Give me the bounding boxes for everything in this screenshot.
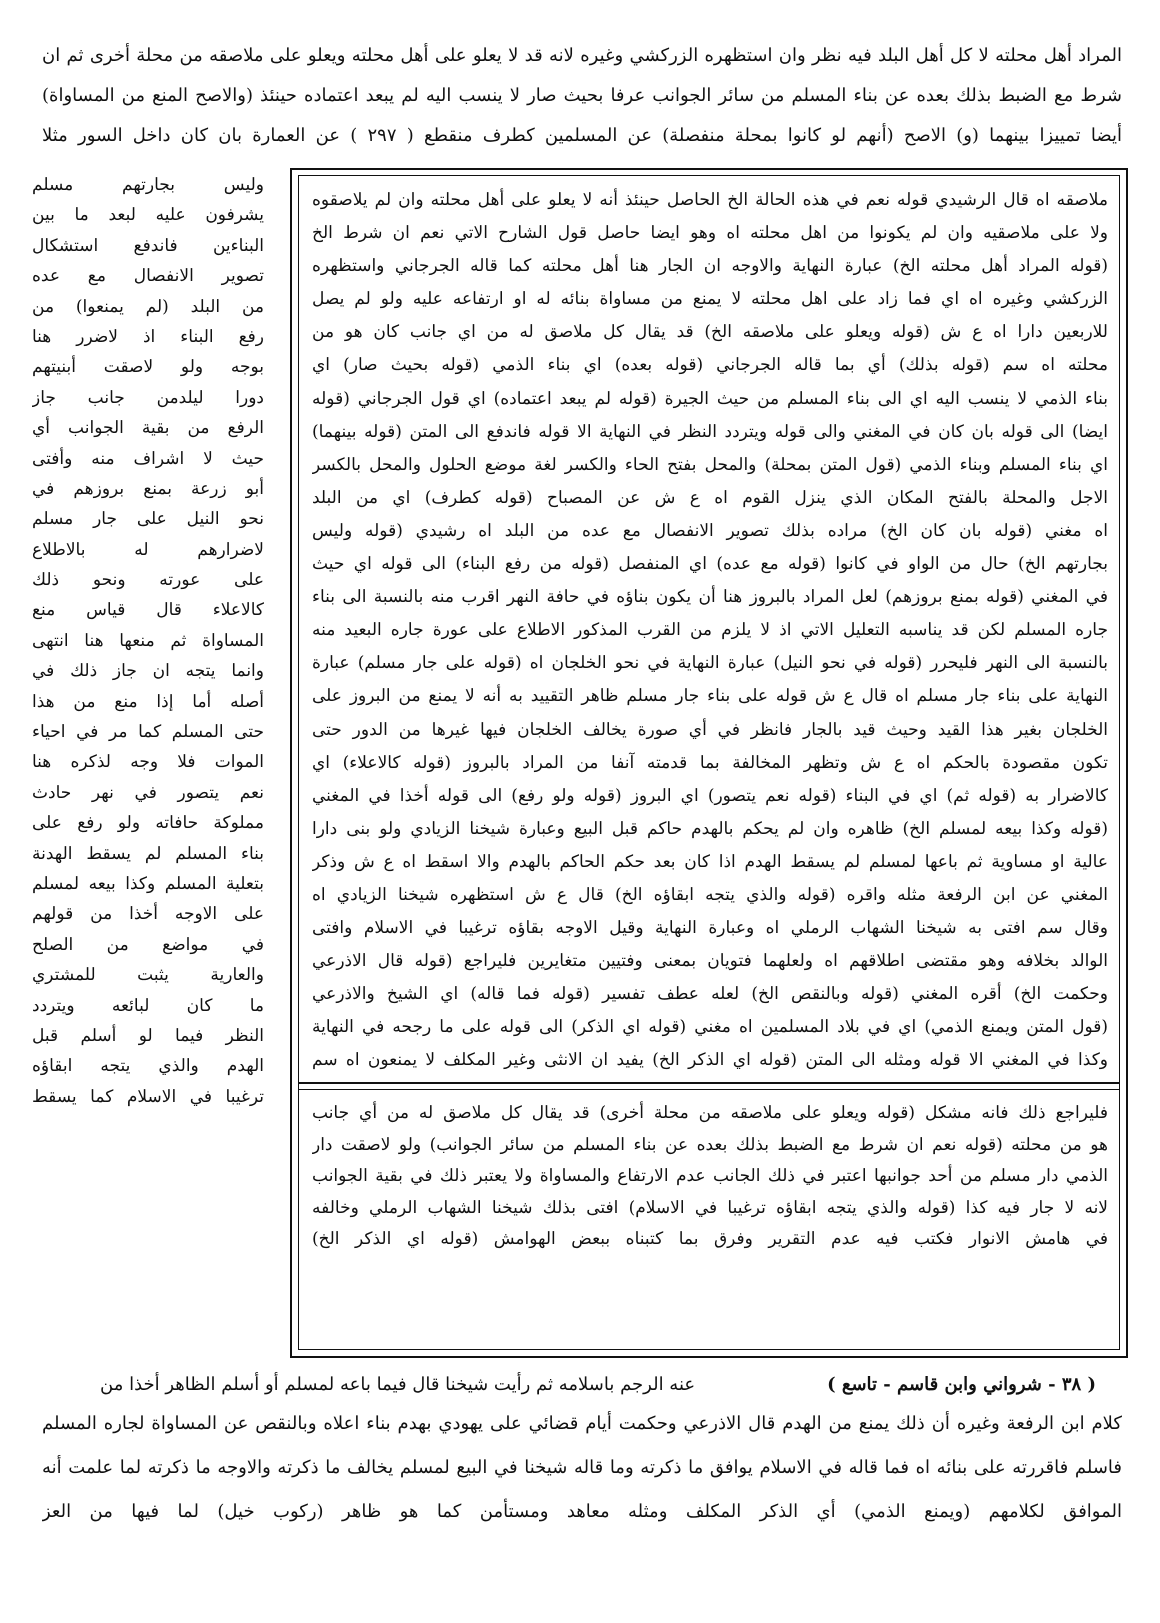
side-line: الهدم والذي يتجه ابقاؤه xyxy=(32,1056,264,1077)
top-line: المراد أهل محلته لا كل أهل البلد فيه نظر وان استظهره الزركشي وغيره لانه قد لا يعلو على أهل محلته ويعلو على ملاصقه من محلة أخرى ثم ان xyxy=(42,45,1122,66)
side-line: بوجه ولو لاصقت أبنيتهم xyxy=(32,357,264,378)
commentary-line: بالنسبة الى النهر فليحرر (قوله في نحو النيل) عبارة النهاية في نحو الخلجان اه (قوله على جار مسلم) عبارة xyxy=(312,653,1108,674)
commentary-line: النهاية على بناء جار مسلم اه قال ع ش قوله على بناء جار مسلم ظاهر التقييد به أنه لا يمنع من البروز على xyxy=(312,686,1108,707)
side-line: يشرفون عليه لبعد ما بين xyxy=(32,205,264,226)
section-divider xyxy=(298,1082,1120,1084)
side-line: على الاوجه أخذا من قولهم xyxy=(32,904,264,925)
signature-mark: ( ٣٨ - شرواني وابن قاسم - تاسع ) xyxy=(827,1374,1096,1395)
upper-commentary xyxy=(312,184,1108,1078)
commentary-line: الوالد بخلافه وهو مقتضى اطلاقهم اه ولعلهما فتويان بمعنى وفتيين متغايرين فليراجع (قوله قال الاذرعي xyxy=(312,951,1108,972)
commentary-line: للاربعين دارا اه ع ش (قوله ويعلو على ملاصقه الخ) قد يقال كل ملاصق له من اي جانب كان هو من xyxy=(312,322,1108,343)
bottom-line: الموافق لكلامهم (ويمنع الذمي) أي الذكر المكلف ومثله معاهد ومستأمن كما هو ظاهر (ركوب خيل) لما فيها من العز xyxy=(42,1501,1122,1522)
commentary-line: اه مغني (قوله بان كان الخ) مراده بذلك تصوير الانفصال مع عده من البلد اه رشيدي (قوله وليس xyxy=(312,520,1108,541)
side-line: كالاعلاء قال قياس منع xyxy=(32,600,264,621)
side-line: رفع البناء اذ لاضرر هنا xyxy=(32,326,264,347)
commentary-line: لانه لا جار فيه كذا (قوله والذي يتجه ابقاؤه ترغيبا في الاسلام) افتى بذلك شيخنا الشهاب الرملي وخالفه xyxy=(312,1197,1108,1218)
commentary-line: في هامش الانوار فكتب فيه عدم التقرير وفرق بما كتبناه ببعض الهوامش (قوله اي الذكر الخ) xyxy=(312,1229,1108,1250)
commentary-line: ايضا) الى قوله بان كان في المغني والى قوله ويتردد النظر في النهاية الا قوله فاندفع الى المتن (قوله بينهما) xyxy=(312,421,1108,442)
commentary-line: (قوله وكذا بيعه لمسلم الخ) ظاهره وان لم يحكم بالهدم حاكم قبل البيع وعبارة شيخنا الزيادي ولو بنى دارا xyxy=(312,818,1108,839)
bottom-line: كلام ابن الرفعة وغيره أن ذلك يمنع من الهدم قال الاذرعي وحكمت أيام قضائي على يهودي بهدم بناء اعلاه وبالنقص عن المساواة لجاره المسلم xyxy=(42,1413,1122,1434)
side-line: المساواة ثم منعها هنا انتهى xyxy=(32,630,264,651)
side-line: بناء المسلم لم يسقط الهدنة xyxy=(32,843,264,864)
commentary-line: جاره المسلم لكن قد يناسبه التعليل الاتي اذ لا يلزم من القرب المذكور الاطلاع على عورة جاره البعيد منه xyxy=(312,620,1108,641)
side-line: مملوكة حافاته ولو رفع على xyxy=(32,813,264,834)
commentary-line: هو من محلته (قوله نعم ان شرط مع الضبط بذلك بعده عن بناء المسلم من سائر الجوانب) ولو لاصقت دار xyxy=(312,1134,1108,1155)
top-line: أيضا تمييزا بينهما (و) الاصح (أنهم لو كانوا بمحلة منفصلة) عن المسلمين كطرف منقطع ( ٢٩٧ ) عن العمارة بان كان داخل السور مثلا xyxy=(42,125,1122,146)
top-line: شرط مع الضبط بذلك بعده عن بناء المسلم من سائر الجوانب عرفا بحيث صار لا ينسب اليه لم يبعد اعتماده حينئذ (والاصح المنع من المساواة) xyxy=(42,85,1122,106)
side-line: تصوير الانفصال مع عده xyxy=(32,266,264,287)
side-line: الموات فلا وجه لذكره هنا xyxy=(32,752,264,773)
side-column xyxy=(32,170,264,1112)
side-line: أبو زرعة بمنع بروزهم في xyxy=(32,478,264,499)
side-line: حيث لا اشراف منه وأفتى xyxy=(32,448,264,469)
commentary-line: كالاضرار به (قوله ثم) اي في البناء (قوله نعم يتصور) اي البروز (قوله ولو رفع) الى قوله أخذا في المغني xyxy=(312,785,1108,806)
side-line: وليس بجارتهم مسلم xyxy=(32,175,264,195)
commentary-line: عالية او مساوية ثم باعها لمسلم لم يسقط الهدم اذا كان بعد حكم الحاكم بالهدم والا اسقط اه ع ش وذكر xyxy=(312,851,1108,872)
side-line: نعم يتصور في نهر حادث xyxy=(32,782,264,803)
commentary-line: اي بناء المسلم وبناء الذمي (قول المتن بمحلة) والمحل بفتح الحاء والكسر لغة موضع الحلول والمحل بالكسر xyxy=(312,454,1108,475)
side-line: في مواضع من الصلح xyxy=(32,934,264,955)
commentary-line: ملاصقه اه قال الرشيدي قوله نعم في هذه الحالة الخ الحاصل حينئذ أنه لا يعلو على أهل محلته وان لم يلاصقوه xyxy=(312,190,1108,210)
footer-continuation: عنه الرجم باسلامه ثم رأيت شيخنا قال فيما باعه لمسلم أو أسلم الظاهر أخذا من xyxy=(100,1374,696,1395)
commentary-line: الخلجان بغير هذا القيد وحيث قيد بالجار فانظر في أي صورة يخالف الخلجان فيها غيرها من الدور حتى xyxy=(312,719,1108,740)
side-line: أصله أما إذا منع من هذا xyxy=(32,691,264,712)
commentary-line: المغني عن ابن الرفعة مثله واقره (قوله والذي يتجه ابقاؤه الخ) قال ع ش استظهره شيخنا الزيادي اه xyxy=(312,884,1108,905)
commentary-line: الاجل والمحلة بالفتح المكان الذي ينزل القوم اه ع ش عن المصباح (قوله كطرف) اي من البلد xyxy=(312,487,1108,508)
side-line: والعارية يثبت للمشتري xyxy=(32,965,264,986)
side-line: وانما يتجه ان جاز ذلك في xyxy=(32,661,264,682)
bottom-line: فاسلم فاقررته على بنائه اه فما قاله في الاسلام يوافق ما ذكرته وما قاله شيخنا في البيع لمسلم يخالف ما ذكرته والاوجه ما ذكرته لما علمت أنه xyxy=(42,1457,1122,1478)
side-line: لاضرارهم له بالاطلاع xyxy=(32,539,264,560)
commentary-line: الزركشي وغيره اه اي فما زاد على اهل محلته لا يمنع من مساواة بنائه له او ارتفاعه عليه ولو لم يصل xyxy=(312,289,1108,310)
commentary-line: ولا على ملاصقيه وان لم يكونوا من اهل محلته اه وهو ايضا حاصل قول الشارح الاتي نعم ان شرط الخ xyxy=(312,223,1108,244)
side-line: حتى المسلم كما مر في احياء xyxy=(32,722,264,743)
side-line: الرفع من بقية الجوانب أي xyxy=(32,418,264,439)
side-line: بتعلية المسلم وكذا بيعه لمسلم xyxy=(32,873,264,894)
side-line: نحو النيل على جار مسلم xyxy=(32,509,264,530)
commentary-line: وحكمت الخ) أقره المغني (قوله وبالنقص الخ) لعله عطف تفسير (قوله فما قاله) اي الشيخ والاذرعي xyxy=(312,984,1108,1005)
side-line: على عورته ونحو ذلك xyxy=(32,570,264,591)
commentary-line: (قول المتن ويمنع الذمي) اي في بلاد المسلمين اه مغني (قوله اي الذكر) الى قوله على ما رجحه في النهاية xyxy=(312,1017,1108,1038)
side-line: البناءين فاندفع استشكال xyxy=(32,235,264,256)
side-line: النظر فيما لو أسلم قبل xyxy=(32,1025,264,1046)
section-divider xyxy=(298,1089,1120,1090)
side-line: دورا ليلدمن جانب جاز xyxy=(32,387,264,408)
commentary-line: وكذا في المغني الا قوله ومثله الى المتن (قوله اي الذكر الخ) يفيد ان الانثى وغير المكلف لا يمنعون اه سم xyxy=(312,1050,1108,1071)
commentary-line: بناء الذمي لا ينسب اليه اي الى بناء المسلم من حيث الجيرة (قوله لم يبعد اعتماده) اي قول الجرجاني (قوله xyxy=(312,388,1108,409)
side-line: ما كان لبائعه ويتردد xyxy=(32,995,264,1016)
commentary-line: تكون مقصودة بالحكم اه ع ش وتظهر المخالفة بما قدمته آنفا من المراد بالبروز (قوله كالاعلاء) اي xyxy=(312,752,1108,773)
side-line: من البلد (لم يمنعوا) من xyxy=(32,296,264,317)
commentary-line: الذمي دار مسلم من أحد جوانبها اعتبر في ذلك الجانب عدم الارتفاع والمساواة ولا يعتبر ذلك في بقية الجوانب xyxy=(312,1166,1108,1187)
commentary-line: في المغني (قوله بمنع بروزهم) لعل المراد بالبروز هنا أن يكون بناؤه في حافة النهر اقرب منه بالنسبة الى بناء xyxy=(312,587,1108,608)
commentary-line: (قوله المراد أهل محلته الخ) عبارة النهاية والاوجه ان الجار هنا أهل محلته كما قاله الجرجاني واستظهره xyxy=(312,256,1108,277)
commentary-line: محلته اه سم (قوله بذلك) أي بما قاله الجرجاني (قوله بعده) اي بناء الذمي (قوله بحيث صار) اي xyxy=(312,355,1108,376)
commentary-line: وقال سم افتى به شيخنا الشهاب الرملي اه وعبارة النهاية وقيل الاوجه بقاؤه ترغيبا في الاسلام وافتى xyxy=(312,918,1108,939)
commentary-line: بجارتهم الخ) حال من الواو في كانوا (قوله مع عده) اي المنفصل (قوله من رفع البناء) الى قوله اي حيث xyxy=(312,554,1108,575)
side-line: ترغيبا في الاسلام كما يسقط xyxy=(32,1086,264,1107)
commentary-line: فليراجع ذلك فانه مشكل (قوله ويعلو على ملاصقه من محلة أخرى) قد يقال كل ملاصق له من أي جانب xyxy=(312,1103,1108,1123)
lower-commentary xyxy=(312,1098,1108,1256)
